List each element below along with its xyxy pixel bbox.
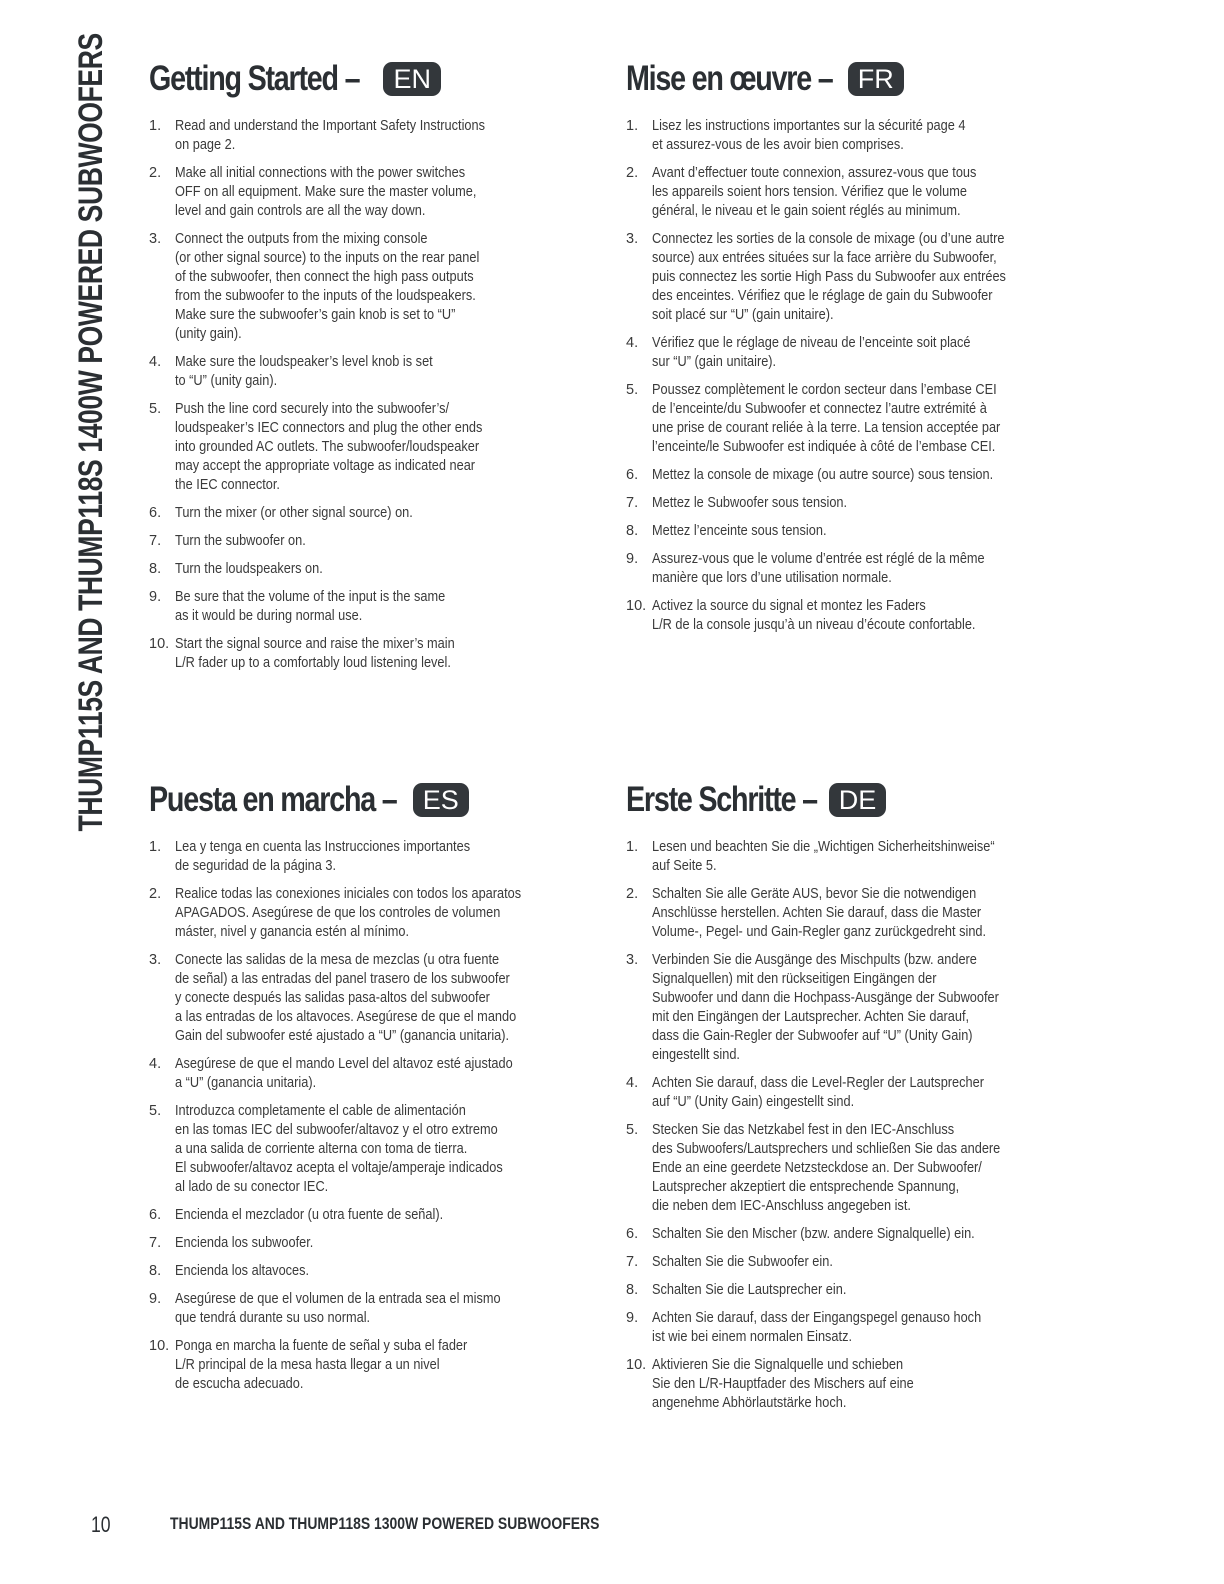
step-text: Make all initial connections with the power switches OFF on all equipment. Make sure the master volume, level and gain controls are all the way down. xyxy=(175,165,477,219)
step-number: 5. xyxy=(626,382,639,398)
step-text: Read and understand the Important Safety Instructions on page 2. xyxy=(175,118,485,153)
step-number: 4. xyxy=(149,1056,162,1072)
step-number: 2. xyxy=(149,165,162,181)
step-text: Schalten Sie die Subwoofer ein. xyxy=(652,1254,833,1270)
step-text: Asegúrese de que el volumen de la entrada sea el mismo que tendrá durante su uso normal. xyxy=(175,1291,501,1326)
list-item xyxy=(149,400,629,495)
list-item xyxy=(149,1206,629,1225)
section-heading xyxy=(149,57,629,101)
step-number: 6. xyxy=(149,1207,162,1223)
list-item xyxy=(626,1309,1106,1347)
step-text: Conecte las salidas de la mesa de mezclas (u otra fuente de señal) a las entradas del panel trasero de los subwoofer y conecte después las salidas pasa-altos del subwoofer a las entradas de los altavoces. Asegúrese de que el mando Gain del subwoofer esté ajustado a “U” (ganancia unitaria). xyxy=(175,952,517,1044)
step-text: Make sure the loudspeaker’s level knob is set to “U” (unity gain). xyxy=(175,354,433,389)
step-number: 4. xyxy=(626,1075,639,1091)
list-item xyxy=(626,951,1106,1065)
list-item xyxy=(626,1121,1106,1216)
list-item xyxy=(626,550,1106,588)
step-text: Achten Sie darauf, dass der Eingangspegel genauso hoch ist wie bei einem normalen Einsatz. xyxy=(652,1310,982,1345)
step-text: Schalten Sie alle Geräte AUS, bevor Sie die notwendigen Anschlüsse herstellen. Achten Sie darauf, dass die Master Volume-, Pegel- und Gain-Regler ganz zurückgedreht sind. xyxy=(652,886,987,940)
list-item xyxy=(149,164,629,221)
language-badge: DE xyxy=(829,783,887,817)
step-number: 1. xyxy=(149,839,162,855)
list-item xyxy=(626,381,1106,457)
list-item xyxy=(149,838,629,876)
step-number: 8. xyxy=(626,523,639,539)
language-badge: EN xyxy=(383,62,441,96)
section-fr xyxy=(626,57,1106,644)
list-item xyxy=(626,1225,1106,1244)
list-item xyxy=(149,635,629,673)
step-number: 2. xyxy=(626,165,639,181)
step-text: Start the signal source and raise the mixer’s main L/R fader up to a comfortably loud listening level. xyxy=(175,636,455,671)
step-text: Turn the mixer (or other signal source) on. xyxy=(175,505,413,521)
section-title: Mise en œuvre – xyxy=(626,59,833,98)
step-text: Encienda los altavoces. xyxy=(175,1263,310,1279)
step-text: Mettez le Subwoofer sous tension. xyxy=(652,495,848,511)
step-number: 7. xyxy=(626,495,639,511)
step-number: 5. xyxy=(626,1122,639,1138)
steps-list xyxy=(626,117,1106,635)
step-text: Schalten Sie den Mischer (bzw. andere Signalquelle) ein. xyxy=(652,1226,975,1242)
list-item xyxy=(149,1262,629,1281)
step-number: 10. xyxy=(149,636,170,652)
step-text: Lea y tenga en cuenta las Instrucciones importantes de seguridad de la página 3. xyxy=(175,839,471,874)
list-item xyxy=(626,230,1106,325)
step-number: 3. xyxy=(149,231,162,247)
list-item xyxy=(626,117,1106,155)
step-text: Turn the loudspeakers on. xyxy=(175,561,323,577)
language-badge: FR xyxy=(848,62,904,96)
step-text: Push the line cord securely into the subwoofer’s/ loudspeaker’s IEC connectors and plug the other ends into grounded AC outlets. The subwoofer/loudspeaker may accept the appropriate voltage as indicated near the IEC connector. xyxy=(175,401,483,493)
step-number: 2. xyxy=(626,886,639,902)
step-text: Ponga en marcha la fuente de señal y suba el fader L/R principal de la mesa hasta llegar a un nivel de escucha adecuado. xyxy=(175,1338,468,1392)
step-number: 2. xyxy=(149,886,162,902)
step-text: Activez la source du signal et montez les Faders L/R de la console jusqu’à un niveau d’écoute confortable. xyxy=(652,598,976,633)
step-number: 9. xyxy=(149,589,162,605)
step-number: 6. xyxy=(626,1226,639,1242)
list-item xyxy=(626,1356,1106,1413)
step-number: 9. xyxy=(626,1310,639,1326)
step-number: 6. xyxy=(626,467,639,483)
list-item xyxy=(149,532,629,551)
steps-list xyxy=(149,838,629,1394)
step-number: 5. xyxy=(149,401,162,417)
list-item xyxy=(149,230,629,344)
step-number: 8. xyxy=(626,1282,639,1298)
list-item xyxy=(149,1290,629,1328)
side-title: THUMP115S AND THUMP118S 1400W POWERED SUBWOOFERS xyxy=(72,33,110,832)
language-badge: ES xyxy=(413,783,469,817)
section-heading xyxy=(626,778,1106,822)
list-item xyxy=(149,1337,629,1394)
list-item xyxy=(149,504,629,523)
section-de xyxy=(626,778,1106,1422)
list-item xyxy=(626,164,1106,221)
list-item xyxy=(626,1074,1106,1112)
step-text: Achten Sie darauf, dass die Level-Regler der Lautsprecher auf “U” (Unity Gain) eingestellt sind. xyxy=(652,1075,984,1110)
step-number: 3. xyxy=(626,952,639,968)
step-text: Lisez les instructions importantes sur la sécurité page 4 et assurez-vous de les avoir bien comprises. xyxy=(652,118,966,153)
step-number: 4. xyxy=(626,335,639,351)
list-item xyxy=(626,334,1106,372)
step-number: 7. xyxy=(149,1235,162,1251)
list-item xyxy=(626,466,1106,485)
step-number: 6. xyxy=(149,505,162,521)
list-item xyxy=(626,1281,1106,1300)
list-item xyxy=(626,1253,1106,1272)
step-text: Aktivieren Sie die Signalquelle und schieben Sie den L/R-Hauptfader des Mischers auf eine angenehme Abhörlautstärke hoch. xyxy=(652,1357,914,1411)
step-text: Be sure that the volume of the input is the same as it would be during normal use. xyxy=(175,589,446,624)
step-number: 5. xyxy=(149,1103,162,1119)
list-item xyxy=(149,117,629,155)
step-text: Realice todas las conexiones iniciales con todos los aparatos APAGADOS. Asegúrese de que los controles de volumen máster, nivel y ganancia estén al mínimo. xyxy=(175,886,522,940)
list-item xyxy=(149,560,629,579)
step-number: 3. xyxy=(626,231,639,247)
steps-list xyxy=(149,117,629,673)
list-item xyxy=(626,885,1106,942)
step-text: Connectez les sorties de la console de mixage (ou d’une autre source) aux entrées situées sur la face arrière du Subwoofer, puis connectez les sortie High Pass du Subwoofer aux entrées des enceintes. Vérifiez que le réglage de gain du Subwoofer soit placé sur “U” (gain unitaire). xyxy=(652,231,1006,323)
step-text: Avant d’effectuer toute connexion, assurez-vous que tous les appareils soient hors tension. Vérifiez que le volume général, le niveau et le gain soient réglés au minimum. xyxy=(652,165,977,219)
step-number: 1. xyxy=(149,118,162,134)
step-number: 7. xyxy=(626,1254,639,1270)
step-number: 8. xyxy=(149,561,162,577)
footer-title: THUMP115S AND THUMP118S 1300W POWERED SUBWOOFERS xyxy=(170,1514,600,1533)
step-number: 8. xyxy=(149,1263,162,1279)
list-item xyxy=(149,885,629,942)
step-text: Poussez complètement le cordon secteur dans l’embase CEI de l’enceinte/du Subwoofer et connectez l’autre extrémité à une prise de courant reliée à la terre. La tension acceptée par l’enceinte/le Subwoofer est indiquée à côté de l’embase CEI. xyxy=(652,382,1001,455)
step-text: Vérifiez que le réglage de niveau de l’enceinte soit placé sur “U” (gain unitaire). xyxy=(652,335,971,370)
list-item xyxy=(626,838,1106,876)
list-item xyxy=(149,951,629,1046)
step-number: 10. xyxy=(149,1338,170,1354)
section-heading xyxy=(626,57,1106,101)
step-text: Mettez la console de mixage (ou autre source) sous tension. xyxy=(652,467,994,483)
step-text: Assurez-vous que le volume d’entrée est réglé de la même manière que lors d’une utilisation normale. xyxy=(652,551,985,586)
page-number: 10 xyxy=(91,1512,111,1537)
step-text: Schalten Sie die Lautsprecher ein. xyxy=(652,1282,847,1298)
list-item xyxy=(149,1234,629,1253)
step-number: 1. xyxy=(626,118,639,134)
step-number: 4. xyxy=(149,354,162,370)
list-item xyxy=(149,588,629,626)
step-text: Mettez l’enceinte sous tension. xyxy=(652,523,827,539)
steps-list xyxy=(626,838,1106,1413)
step-text: Stecken Sie das Netzkabel fest in den IEC-Anschluss des Subwoofers/Lautsprechers und schließen Sie das andere Ende an eine geerdete Netzsteckdose an. Der Subwoofer/ Lautsprecher akzeptiert die entsprechende Spannung, die neben dem IEC-Anschluss angegeben ist. xyxy=(652,1122,1001,1214)
step-text: Verbinden Sie die Ausgänge des Mischpults (bzw. andere Signalquellen) mit den rückseitigen Eingängen der Subwoofer und dann die Hochpass-Ausgänge der Subwoofer mit den Eingängen der Lautsprecher. Achten Sie darauf, dass die Gain-Regler der Subwoofer auf “U” (Unity Gain) eingestellt sind. xyxy=(652,952,999,1063)
list-item xyxy=(149,1102,629,1197)
step-text: Connect the outputs from the mixing console (or other signal source) to the inputs on the rear panel of the subwoofer, then connect the high pass outputs from the subwoofer to the inputs of the loudspeakers. Make sure the subwoofer’s gain knob is set to “U” (unity gain). xyxy=(175,231,480,342)
step-text: Asegúrese de que el mando Level del altavoz esté ajustado a “U” (ganancia unitaria). xyxy=(175,1056,513,1091)
step-number: 3. xyxy=(149,952,162,968)
list-item xyxy=(149,1055,629,1093)
section-title: Puesta en marcha – xyxy=(149,780,397,819)
section-title: Erste Schritte – xyxy=(626,780,817,819)
step-text: Turn the subwoofer on. xyxy=(175,533,306,549)
list-item xyxy=(626,597,1106,635)
step-text: Encienda el mezclador (u otra fuente de señal). xyxy=(175,1207,444,1223)
section-heading xyxy=(149,778,629,822)
step-number: 9. xyxy=(149,1291,162,1307)
step-text: Introduzca completamente el cable de alimentación en las tomas IEC del subwoofer/altavoz y el otro extremo a una salida de corriente alterna con toma de tierra. El subwoofer/altavoz acepta el voltaje/amperaje indicados al lado de su conector IEC. xyxy=(175,1103,503,1195)
step-number: 10. xyxy=(626,598,647,614)
step-number: 10. xyxy=(626,1357,647,1373)
list-item xyxy=(626,494,1106,513)
step-number: 9. xyxy=(626,551,639,567)
section-es xyxy=(149,778,629,1403)
step-text: Lesen und beachten Sie die „Wichtigen Sicherheitshinweise“ auf Seite 5. xyxy=(652,839,995,874)
step-text: Encienda los subwoofer. xyxy=(175,1235,314,1251)
step-number: 1. xyxy=(626,839,639,855)
step-number: 7. xyxy=(149,533,162,549)
list-item xyxy=(149,353,629,391)
list-item xyxy=(626,522,1106,541)
section-title: Getting Started – xyxy=(149,59,360,98)
section-en xyxy=(149,57,629,682)
